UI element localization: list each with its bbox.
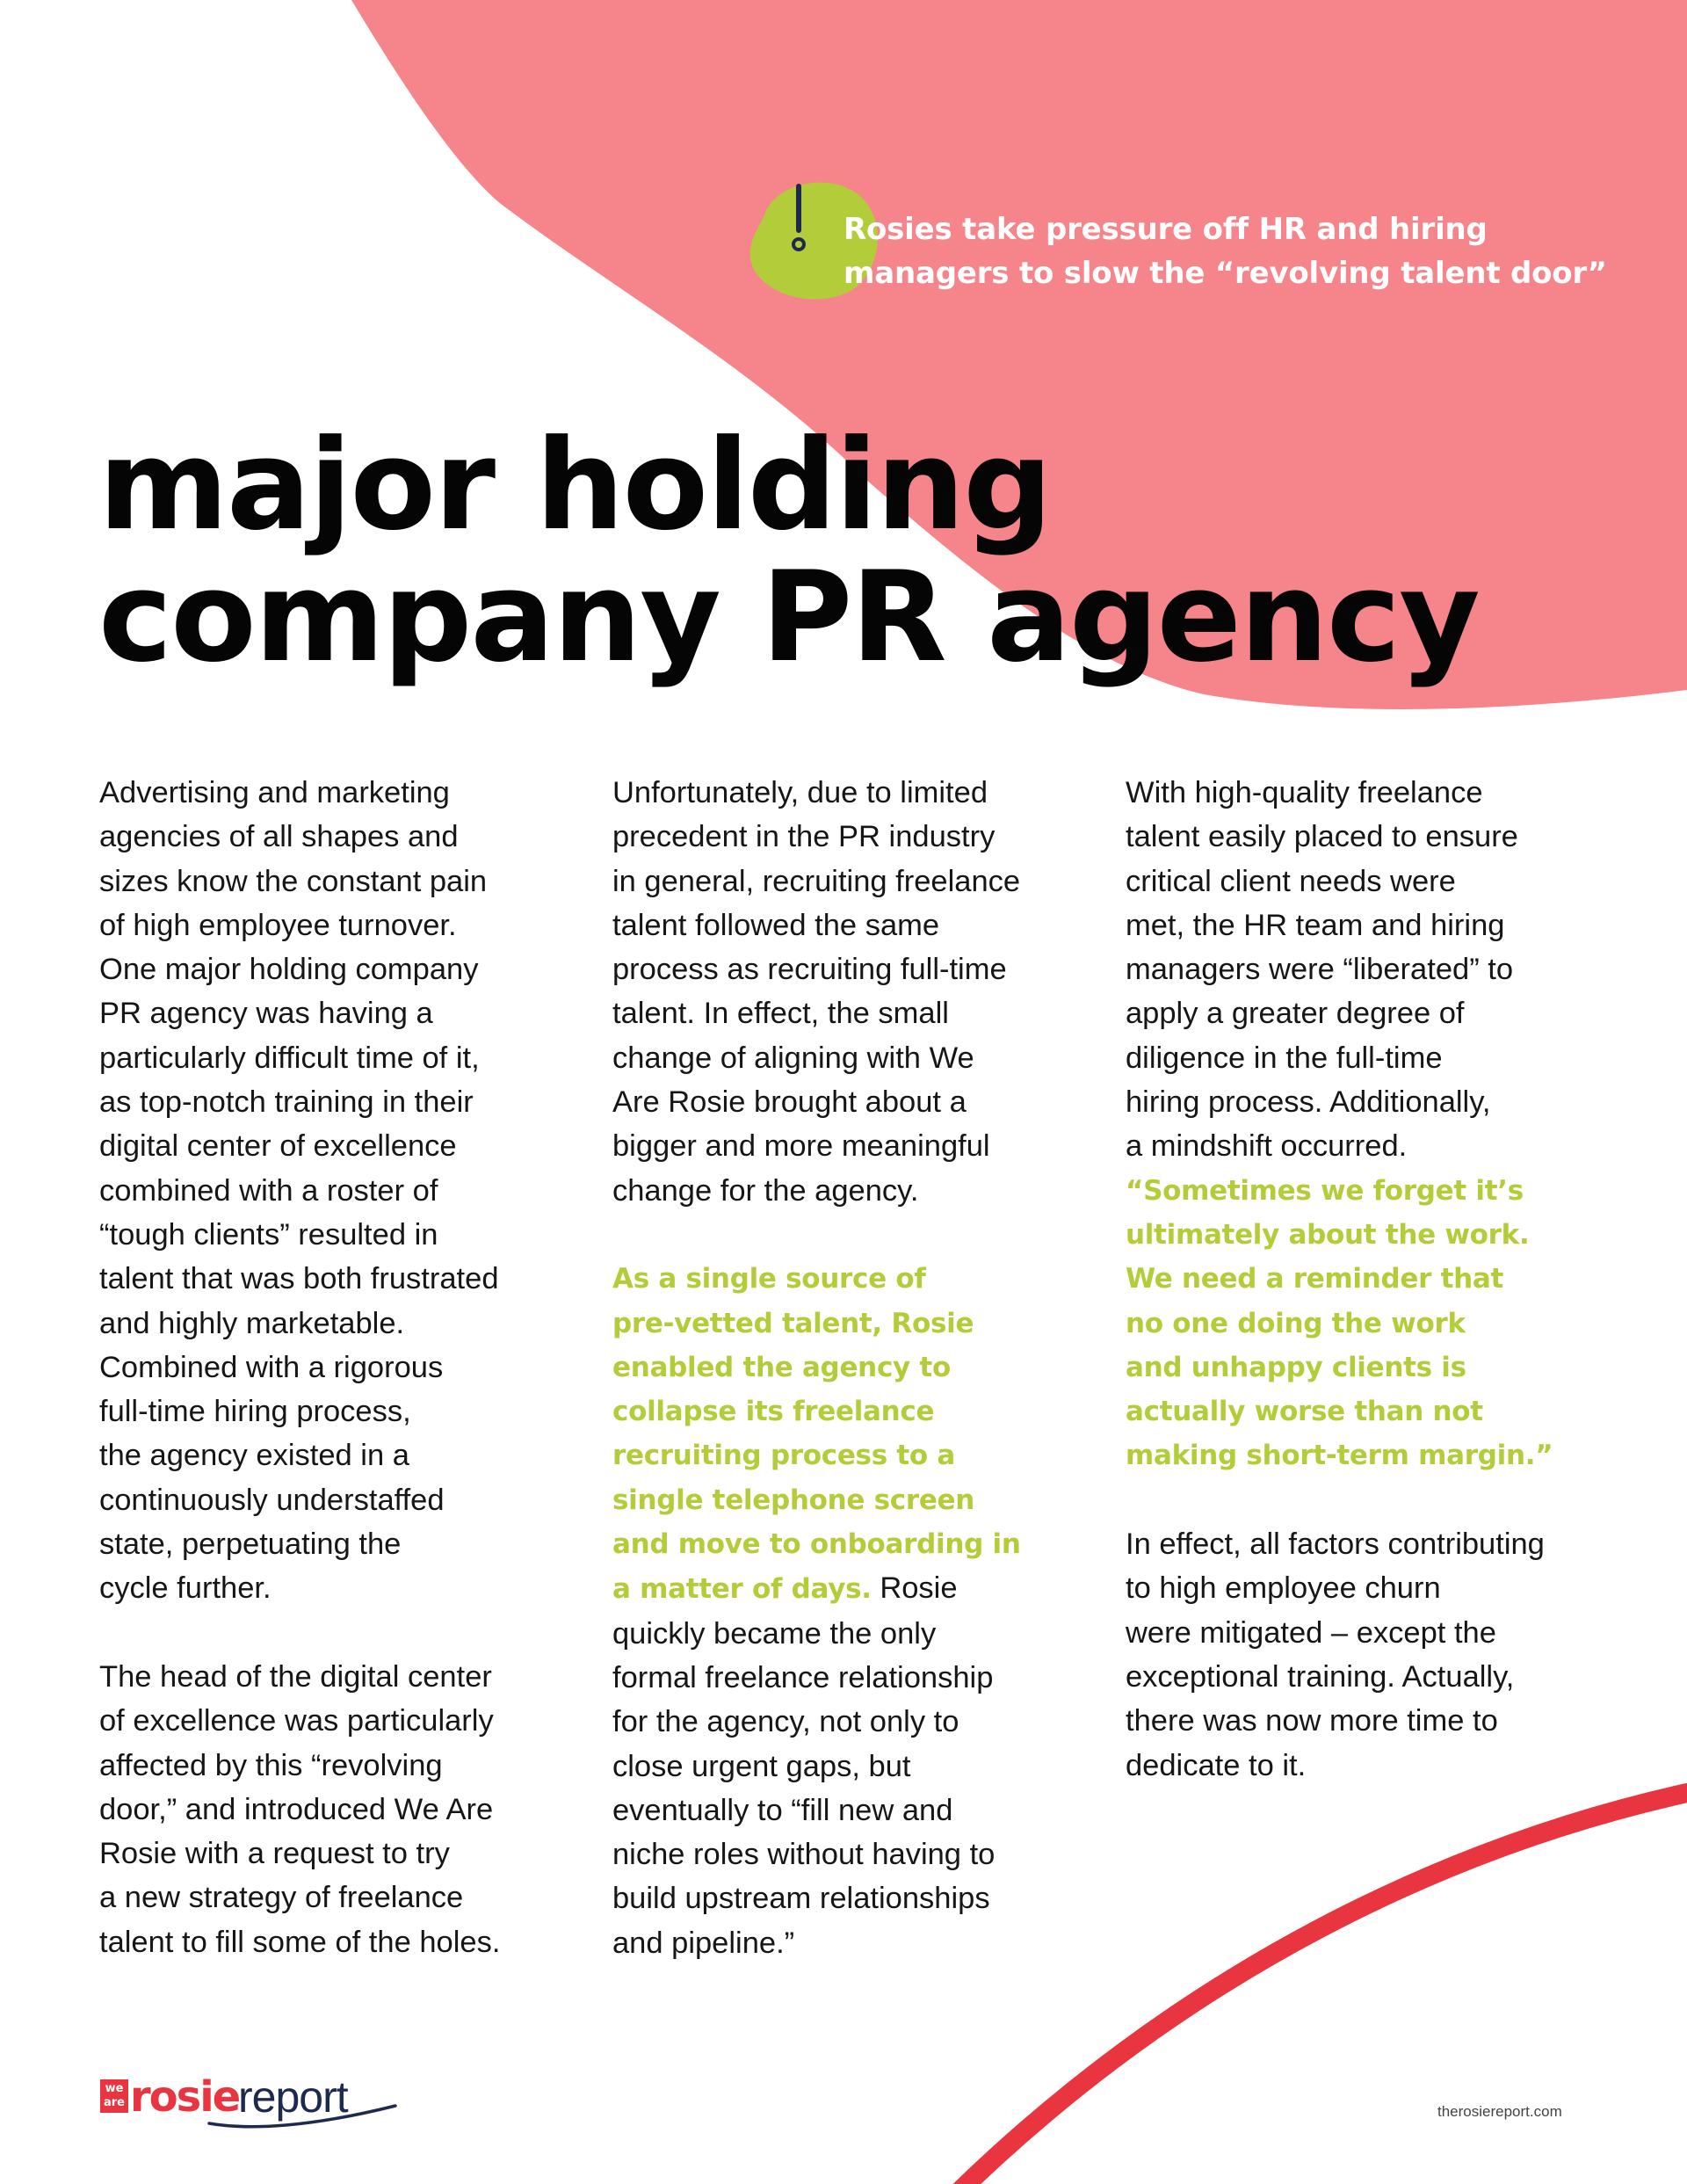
paragraph (612, 771, 1104, 1213)
text-line: precedent in the PR industry (612, 820, 996, 854)
text-line: process as recruiting full-time (612, 953, 1007, 987)
highlight-line: and move to onboarding in (612, 1528, 1021, 1561)
text-line: particularly difficult time of it, (99, 1041, 480, 1075)
text-line: full-time hiring process, (99, 1395, 411, 1429)
highlight-line: ultimately about the work. (1126, 1218, 1530, 1251)
text-line: to high employee churn (1126, 1571, 1441, 1606)
text-line: met, the HR team and hiring (1126, 908, 1505, 942)
title-line: company PR agency (98, 545, 1479, 690)
paragraph (612, 1257, 1104, 1965)
logo-rosie-text: rosie (130, 2072, 240, 2122)
column-3 (1126, 771, 1618, 1832)
text-line: With high-quality freelance (1126, 776, 1483, 809)
text-line: build upstream relationships (612, 1882, 990, 1916)
highlight-line: collapse its freelance (612, 1396, 935, 1428)
logo-report-text: report (238, 2072, 348, 2122)
text-line: quickly became the only (612, 1616, 937, 1651)
text-line: talent. In effect, the small (612, 997, 949, 1031)
text-line: diligence in the full-time (1126, 1041, 1443, 1075)
text-line: PR agency was having a (99, 997, 433, 1031)
column-1 (99, 771, 591, 2008)
text-line: dedicate to it. (1126, 1748, 1307, 1782)
text-line: change of aligning with We (612, 1041, 974, 1075)
text-line: critical client needs were (1126, 864, 1456, 898)
text-line (612, 1566, 1104, 1611)
text-line: agencies of all shapes and (99, 820, 459, 854)
text-line: state, perpetuating the (99, 1527, 402, 1562)
text-line: talent that was both frustrated (99, 1262, 499, 1296)
text-line: cycle further. (99, 1571, 272, 1606)
text-line: affected by this “revolving (99, 1748, 443, 1782)
title-line: major holding (98, 413, 1051, 558)
text-line: managers were “liberated” to (1126, 953, 1514, 987)
text-line: Advertising and marketing (99, 776, 450, 809)
paragraph (1126, 771, 1618, 1478)
text-line: The head of the digital center (99, 1659, 492, 1694)
logo-badge (100, 2079, 128, 2113)
text-line: One major holding company (99, 953, 479, 987)
paragraph (99, 1655, 591, 1964)
paragraph (1126, 1522, 1618, 1788)
highlight-line: As a single source of (612, 1263, 926, 1295)
callout-line: managers to slow the “revolving talent door” (844, 256, 1607, 291)
text-line: in general, recruiting freelance (612, 864, 1021, 898)
text-line: for the agency, not only to (612, 1705, 959, 1739)
footer-url: therosiereport.com (1437, 2103, 1562, 2120)
logo-badge-top: we (105, 2082, 124, 2095)
text-line: were mitigated – except the (1126, 1615, 1496, 1650)
text-line: exceptional training. Actually, (1126, 1659, 1515, 1694)
text-line: a new strategy of freelance (99, 1881, 464, 1915)
highlight-line: We need a reminder that (1126, 1263, 1504, 1295)
text-line: of excellence was particularly (99, 1704, 494, 1738)
highlight-line: no one doing the work (1126, 1307, 1466, 1339)
text-line: “tough clients” resulted in (99, 1217, 438, 1252)
callout-line: Rosies take pressure off HR and hiring (844, 212, 1488, 247)
highlight-line: making short-term margin.” (1126, 1440, 1553, 1472)
highlight-line: actually worse than not (1126, 1396, 1483, 1428)
highlight-line: pre-vetted talent, Rosie (612, 1307, 974, 1339)
text-line: hiring process. Additionally, (1126, 1085, 1491, 1120)
highlight-line: “Sometimes we forget it’s (1126, 1174, 1524, 1207)
callout-text (844, 207, 1634, 295)
paragraph (99, 771, 591, 1611)
highlight-line: enabled the agency to (612, 1351, 951, 1383)
text-line: a mindshift occurred. (1126, 1129, 1408, 1164)
text-line: change for the agency. (612, 1173, 919, 1208)
text-line: talent followed the same (612, 908, 940, 942)
text-line: door,” and introduced We Are (99, 1792, 494, 1826)
brand-logo (100, 2072, 399, 2125)
text-line: formal freelance relationship (612, 1660, 994, 1694)
logo-swoosh-icon (206, 2104, 399, 2130)
text-line: talent easily placed to ensure (1126, 820, 1518, 854)
text-line: and pipeline.” (612, 1926, 795, 1960)
text-line: Combined with a rigorous (99, 1350, 444, 1384)
text-line: Are Rosie brought about a (612, 1085, 967, 1120)
page-title (98, 413, 1592, 690)
text-line: combined with a roster of (99, 1173, 438, 1208)
text-line: as top-notch training in their (99, 1085, 474, 1120)
text-line: the agency existed in a (99, 1439, 409, 1473)
text-line: In effect, all factors contributing (1126, 1527, 1545, 1562)
text-line: and highly marketable. (99, 1306, 405, 1340)
text-line: talent to fill some of the holes. (99, 1925, 501, 1959)
body-text: Rosie (871, 1571, 958, 1606)
text-line: Rosie with a request to try (99, 1837, 450, 1871)
highlight-line: single telephone screen (612, 1484, 975, 1516)
logo-badge-bottom: are (103, 2096, 125, 2109)
text-line: of high employee turnover. (99, 908, 457, 942)
text-line: sizes know the constant pain (99, 864, 488, 898)
text-line: digital center of excellence (99, 1129, 457, 1164)
highlight-line: and unhappy clients is (1126, 1351, 1466, 1383)
text-line: close urgent gaps, but (612, 1749, 911, 1783)
text-line: niche roles without having to (612, 1838, 996, 1872)
text-line: bigger and more meaningful (612, 1129, 990, 1164)
text-line: there was now more time to (1126, 1704, 1498, 1738)
highlight-line: recruiting process to a (612, 1440, 955, 1472)
text-line: Unfortunately, due to limited (612, 776, 988, 809)
column-2 (612, 771, 1104, 2009)
text-line: apply a greater degree of (1126, 997, 1465, 1031)
highlight-text: a matter of days. (612, 1573, 872, 1606)
text-line: eventually to “fill new and (612, 1793, 953, 1827)
text-line: continuously understaffed (99, 1483, 445, 1517)
